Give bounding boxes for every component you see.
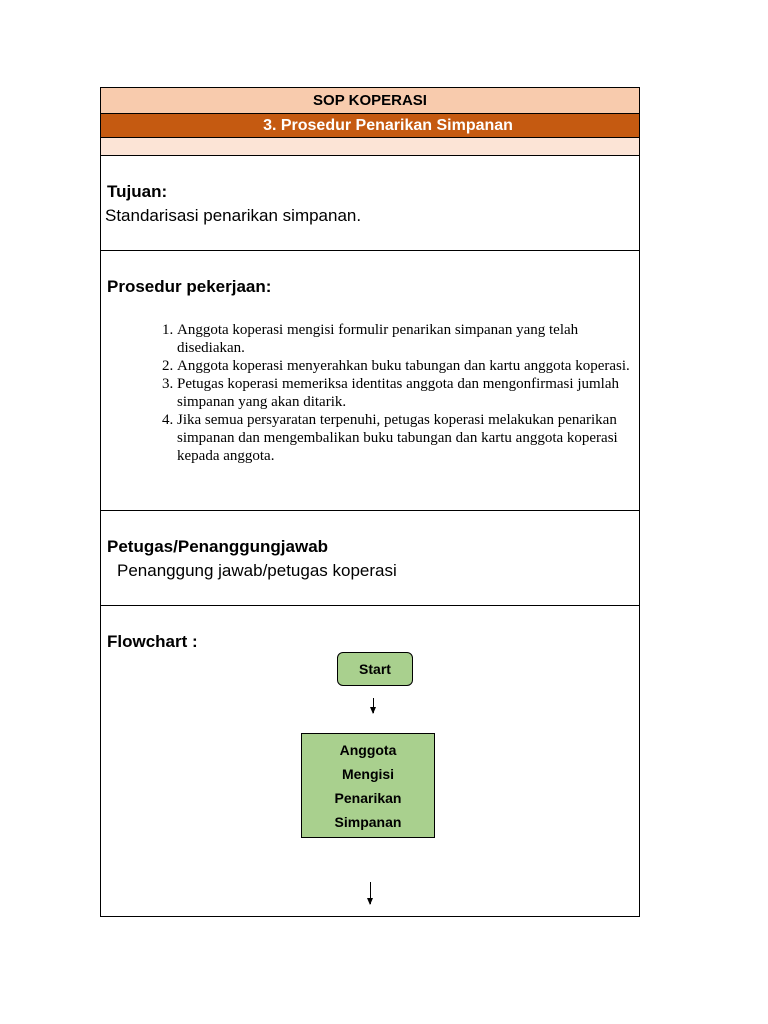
tujuan-text: Standarisasi penarikan simpanan. bbox=[105, 206, 362, 225]
petugas-heading: Petugas/Penanggungjawab bbox=[107, 537, 329, 556]
prosedur-step: 1. Anggota koperasi mengisi formulir penarikan simpanan yang telah disediakan. bbox=[177, 321, 637, 357]
flowchart-arrow bbox=[373, 698, 374, 713]
flowchart-arrow bbox=[370, 882, 371, 904]
flowchart-process-node bbox=[301, 733, 435, 838]
flowchart-node-line: Mengisi bbox=[341, 766, 395, 782]
flowchart-section bbox=[101, 606, 639, 916]
document-title: SOP KOPERASI bbox=[101, 88, 639, 114]
flowchart-node-line: Penarikan bbox=[334, 790, 402, 806]
flowchart-heading: Flowchart : bbox=[107, 632, 198, 651]
prosedur-step: 3. Petugas koperasi memeriksa identitas anggota dan mengonfirmasi jumlah simpanan yang akan ditarik. bbox=[177, 375, 637, 411]
flowchart-node-line: Simpanan bbox=[334, 814, 402, 830]
tujuan-heading: Tujuan: bbox=[107, 182, 168, 201]
tujuan-section bbox=[101, 156, 639, 251]
prosedur-heading: Prosedur pekerjaan: bbox=[107, 277, 272, 296]
blank-row bbox=[101, 138, 639, 156]
flowchart-node-line: Anggota bbox=[339, 742, 397, 758]
petugas-section bbox=[101, 511, 639, 606]
prosedur-section bbox=[101, 251, 639, 511]
sop-document bbox=[100, 87, 640, 917]
flowchart-start-node: Start bbox=[337, 652, 413, 686]
document-subtitle: 3. Prosedur Penarikan Simpanan bbox=[101, 114, 639, 138]
prosedur-step: 4. Jika semua persyaratan terpenuhi, petugas koperasi melakukan penarikan simpanan dan mengembalikan buku tabungan dan kartu anggota koperasi kepada anggota. bbox=[177, 411, 637, 465]
prosedur-step: 2. Anggota koperasi menyerahkan buku tabungan dan kartu anggota koperasi. bbox=[177, 357, 637, 375]
prosedur-steps-list bbox=[149, 321, 637, 465]
petugas-text: Penanggung jawab/petugas koperasi bbox=[117, 561, 397, 580]
